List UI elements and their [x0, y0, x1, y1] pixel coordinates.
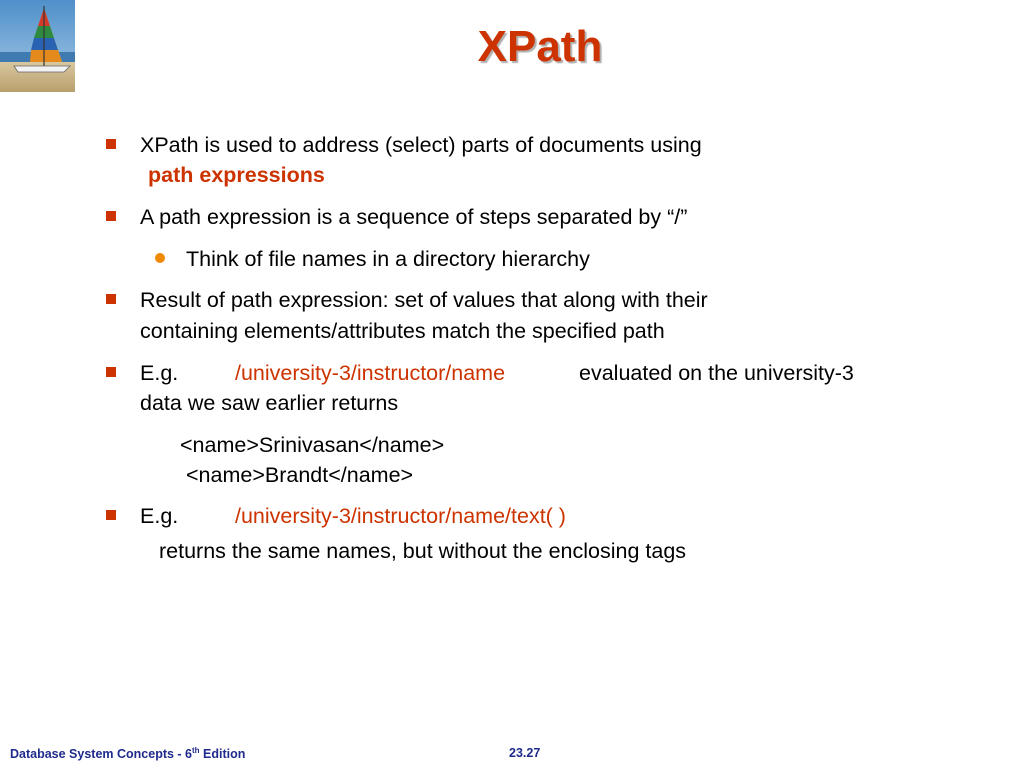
bullet-4-prefix: E.g.	[140, 361, 179, 385]
bullet-1-line-2: path expressions	[148, 163, 325, 187]
square-bullet-icon	[106, 294, 116, 304]
bullet-4-suffix: evaluated on the university-3	[579, 361, 854, 385]
slide-title: XPath	[477, 22, 603, 71]
footer-edition-superscript: th	[192, 746, 200, 755]
round-bullet-icon	[155, 253, 165, 263]
bullet-5-line-2: returns the same names, but without the enclosing tags	[159, 539, 687, 563]
bullet-5-prefix: E.g.	[140, 504, 179, 528]
result-line-1: <name>Srinivasan</name>	[180, 433, 445, 457]
footer-page-number: 23.27	[509, 746, 541, 760]
square-bullet-icon	[106, 367, 116, 377]
bullet-2-line-1: A path expression is a sequence of steps separated by “/”	[140, 205, 688, 229]
bullet-1-line-1: XPath is used to address (select) parts of documents using	[140, 133, 702, 157]
footer-book-title	[10, 746, 245, 761]
square-bullet-icon	[106, 139, 116, 149]
bullet-5-path: /university-3/instructor/name/text( )	[235, 504, 566, 528]
result-line-2: <name>Brandt</name>	[186, 463, 414, 487]
footer-edition-text: Edition	[199, 747, 246, 762]
bullet-4-line-2: data we saw earlier returns	[140, 391, 399, 415]
bullet-3-line-2: containing elements/attributes match the specified path	[140, 319, 665, 343]
bullet-3-line-1: Result of path expression: set of values that along with their	[140, 288, 708, 312]
sub-bullet-1: Think of file names in a directory hierarchy	[186, 247, 590, 271]
square-bullet-icon	[106, 510, 116, 520]
square-bullet-icon	[106, 211, 116, 221]
footer-book-title-text: Database System Concepts - 6	[10, 747, 193, 762]
bullet-4-path: /university-3/instructor/name	[235, 361, 506, 385]
